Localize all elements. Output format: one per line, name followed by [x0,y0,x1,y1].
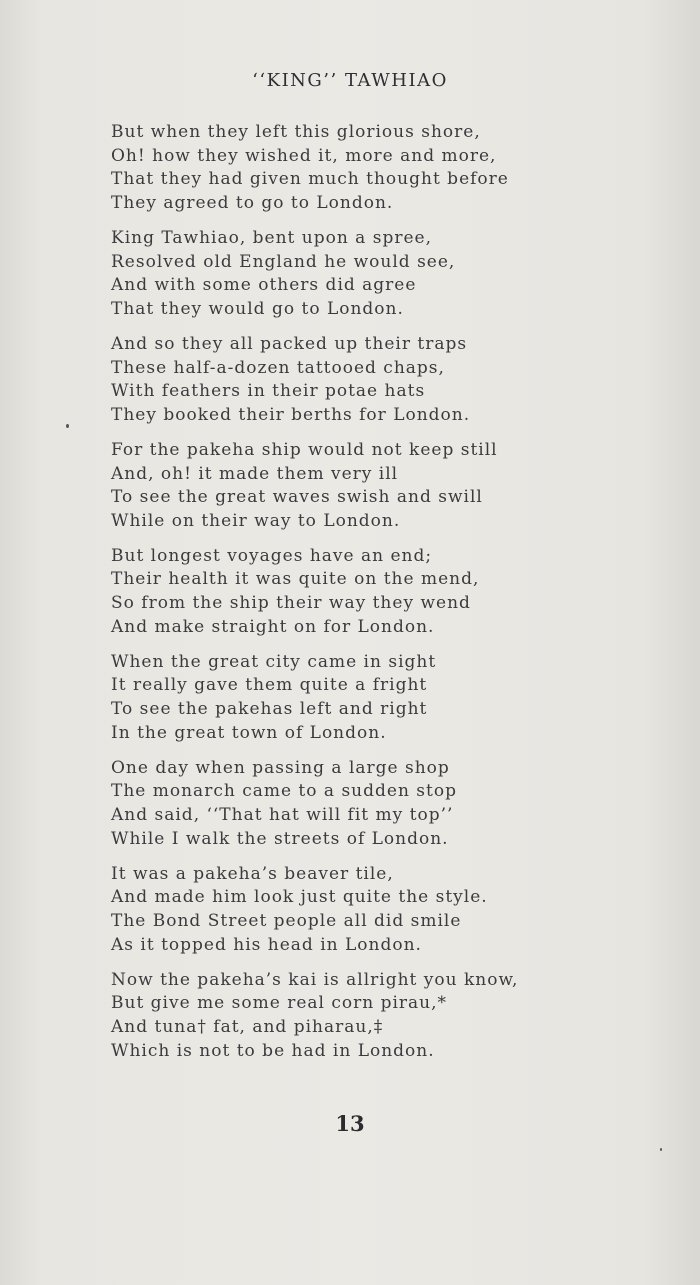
poem-line: Which is not to be had in London. [111,1040,435,1061]
poem-line: So from the ship their way they wend [111,593,471,614]
poem-line: The monarch came to a sudden stop [111,781,457,802]
poem [111,121,671,1075]
stanza [111,227,671,321]
poem-line: It was a pakeha’s beaver tile, [111,863,394,884]
poem-line: While I walk the streets of London. [111,828,449,849]
page-number: 13 [335,1111,365,1136]
poem-line: Oh! how they wished it, more and more, [111,145,497,166]
stanza [111,757,671,851]
poem-line: But when they left this glorious shore, [111,122,481,142]
running-title: ‘‘KING’’ TAWHIAO [252,70,448,91]
poem-line: And so they all packed up their traps [111,333,468,354]
poem-line: When the great city came in sight [111,651,437,672]
poem-line: Now the pakeha’s kai is allright you know, [111,969,519,990]
poem-line: One day when passing a large shop [111,757,450,778]
ink-speck [660,1148,662,1151]
poem-line: These half-a-dozen tattooed chaps, [111,357,445,378]
poem-line: But longest voyages have an end; [111,545,433,566]
stanza [111,969,671,1063]
poem-line: And said, ‘‘That hat will fit my top’’ [111,805,454,825]
poem-line: That they had given much thought before [111,169,509,190]
poem-line: It really gave them quite a fright [111,675,428,696]
poem-line: While on their way to London. [111,510,401,531]
poem-line: The Bond Street people all did smile [111,910,462,931]
poem-line: And make straight on for London. [111,616,435,637]
ink-speck [66,424,69,428]
poem-line: And with some others did agree [111,275,417,296]
poem-line: They booked their berths for London. [111,404,471,425]
stanza [111,651,671,745]
poem-line: To see the great waves swish and swill [111,487,483,508]
poem-line: But give me some real corn pirau,* [111,993,448,1014]
poem-line: As it topped his head in London. [111,934,422,955]
poem-line: King Tawhiao, bent upon a spree, [111,227,432,248]
stanza [111,439,671,533]
poem-line: They agreed to go to London. [111,192,394,213]
stanza [111,121,671,215]
stanza [111,863,671,957]
poem-line: For the pakeha ship would not keep still [111,439,498,460]
poem-line: And tuna† fat, and piharau,‡ [111,1016,384,1037]
poem-line: And made him look just quite the style. [111,887,488,908]
stanza [111,545,671,639]
poem-line: In the great town of London. [111,722,387,743]
poem-line: And, oh! it made them very ill [111,463,399,484]
stanza [111,333,671,427]
poem-line: Resolved old England he would see, [111,251,456,272]
poem-line: Their health it was quite on the mend, [111,569,480,590]
poem-line: With feathers in their potae hats [111,381,426,402]
poem-line: That they would go to London. [111,298,404,319]
poem-line: To see the pakehas left and right [111,699,428,720]
